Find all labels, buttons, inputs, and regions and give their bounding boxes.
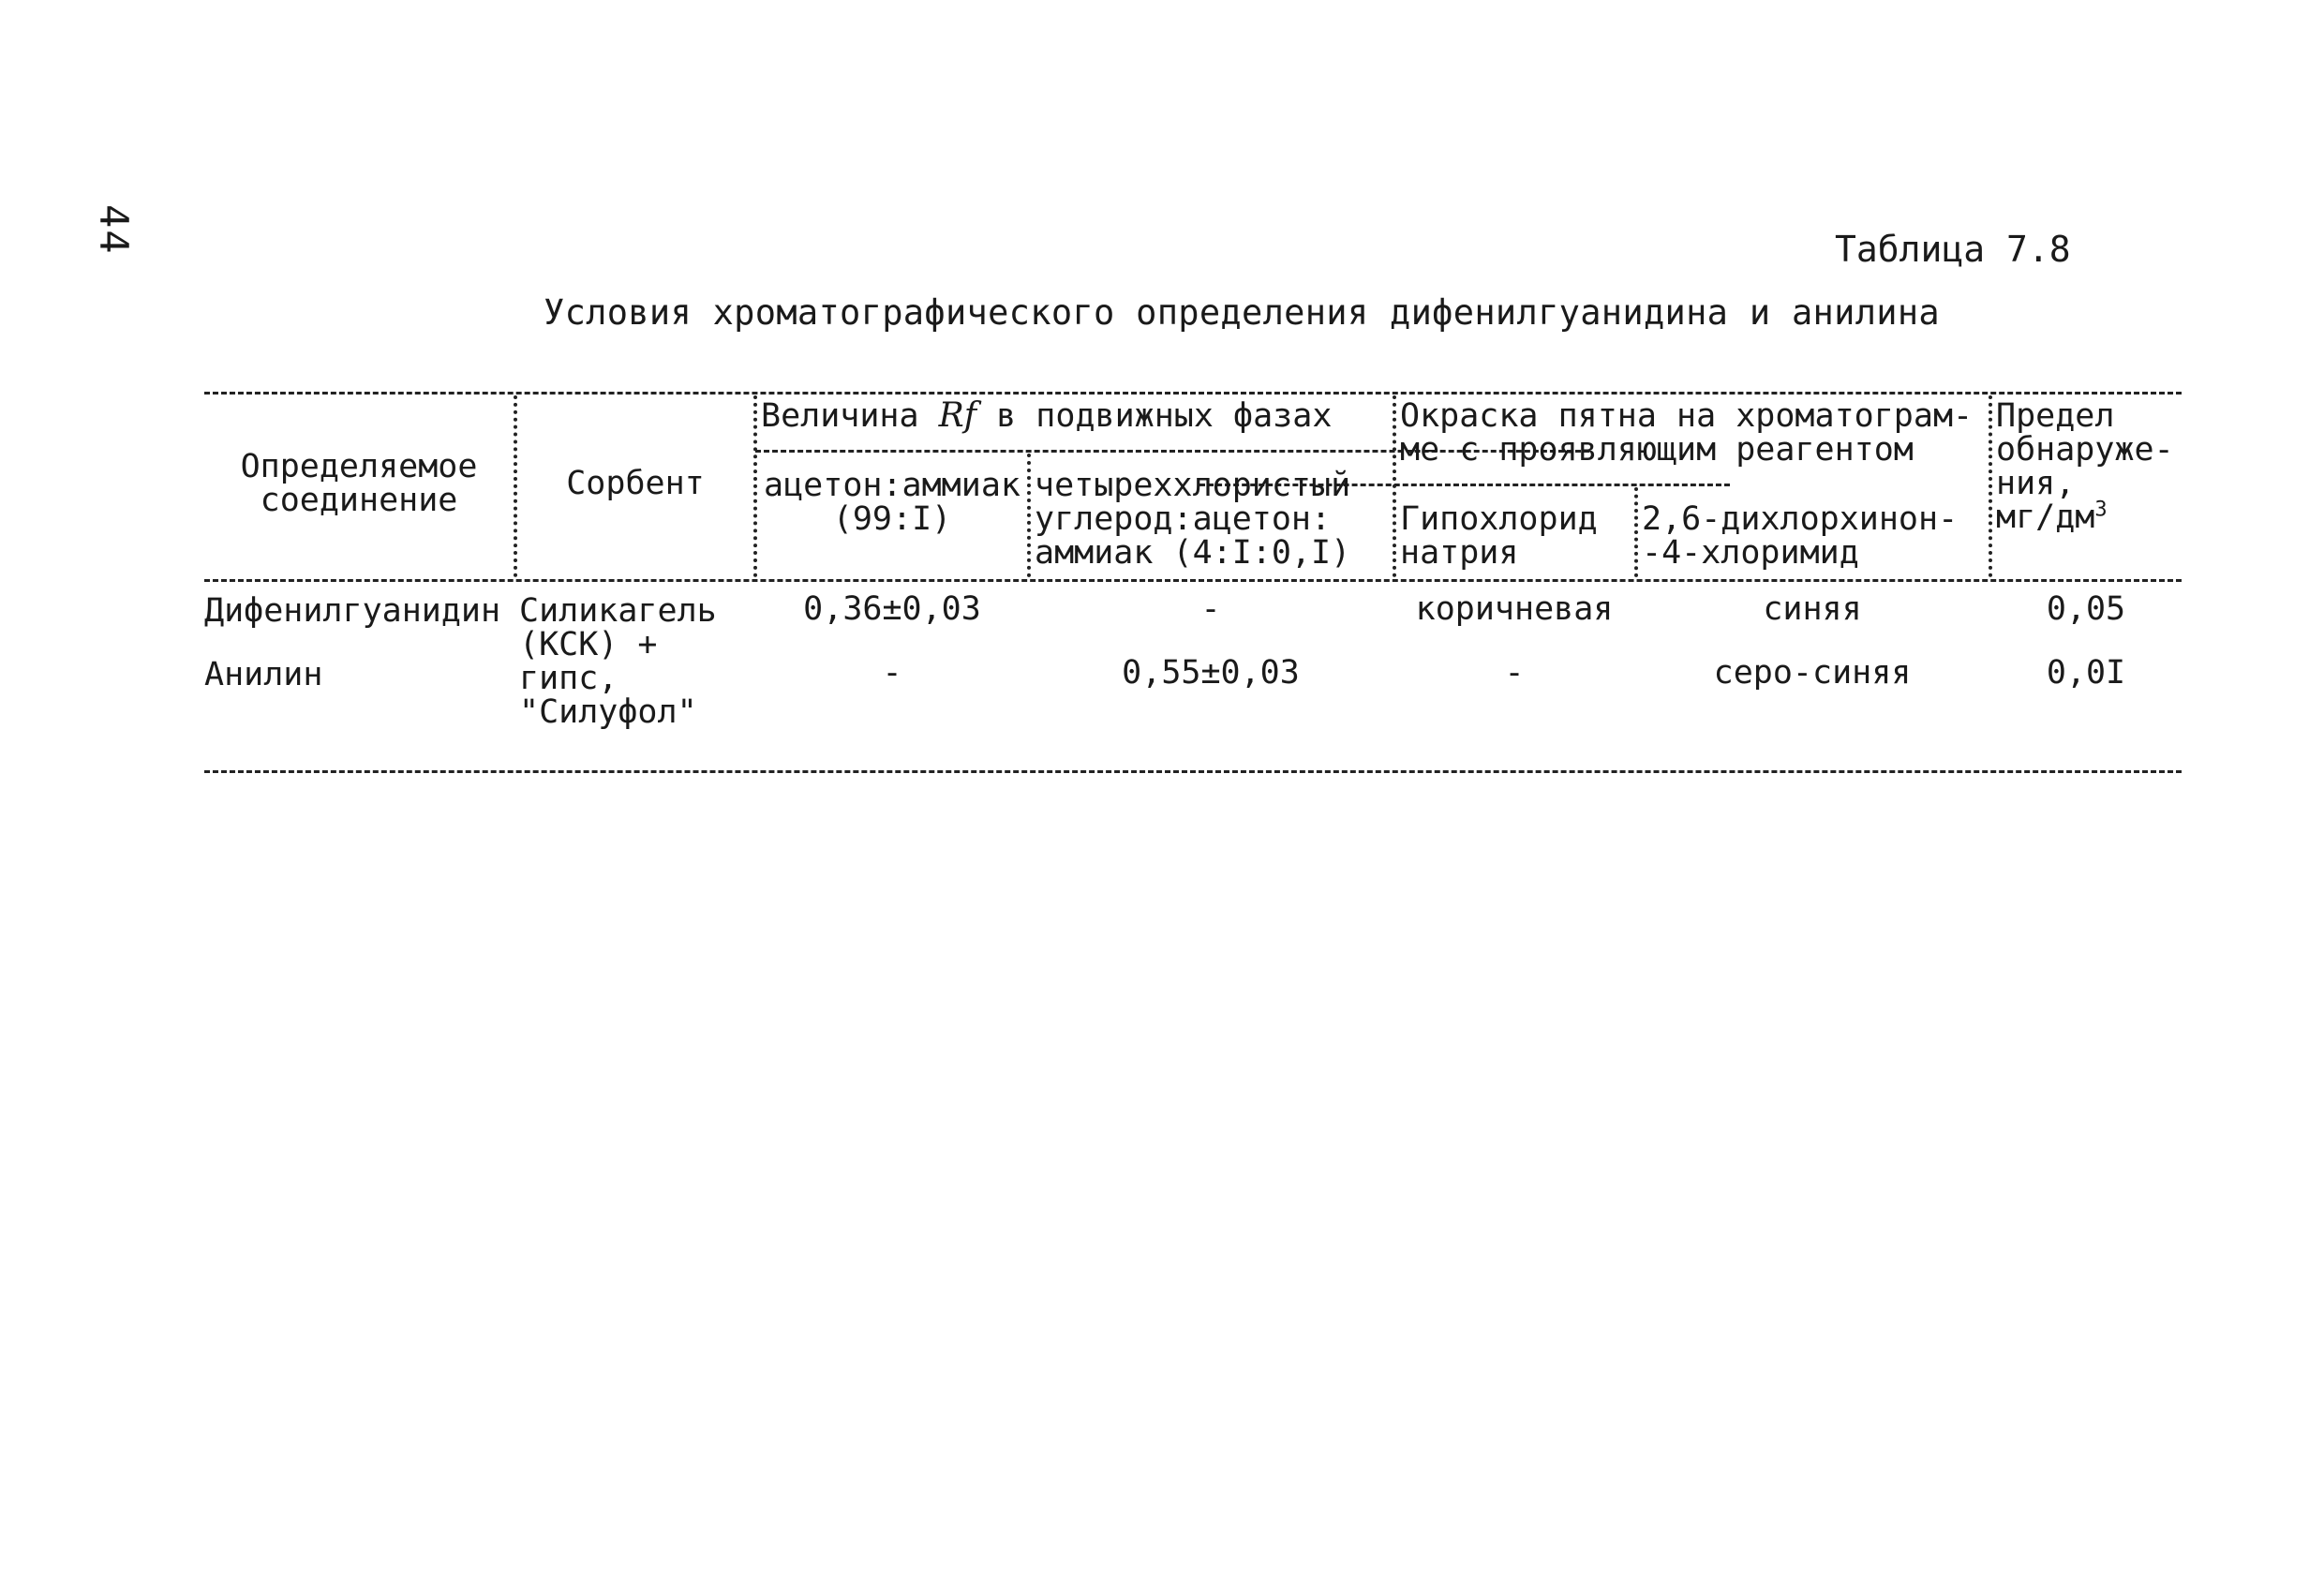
row1-limit: 0,05 [2046, 590, 2126, 628]
header-color-col2: 2,6-дихлорхинон- -4-хлоримид [1642, 500, 1959, 572]
column-separator [1027, 454, 1031, 577]
row1-color1: коричневая [1415, 590, 1614, 628]
header-rf-col1: ацетон:аммиак (99:I) [764, 467, 1020, 538]
table-top-rule [204, 392, 2182, 395]
page-number: 44 [91, 204, 137, 256]
row1-compound: Дифенилгуанидин [204, 592, 501, 630]
row-sorbent: Силикагель (КСК) + гипс, "Силуфол" [519, 592, 717, 731]
header-limit-sup: 3 [2094, 498, 2108, 522]
table-caption: Условия хроматографического определения дифенилгуанидина и анилина [544, 292, 1941, 333]
row2-rf1: - [882, 654, 902, 692]
header-color-group: Окраска пятна на хроматограм- ме с проявляющим реагентом [1400, 397, 1974, 469]
column-separator [1634, 487, 1638, 577]
rf-symbol: Rf [938, 396, 977, 435]
header-compound: Определяемое соединение [240, 448, 478, 519]
header-sorbent: Сорбент [566, 465, 705, 502]
row2-limit: 0,0I [2046, 654, 2126, 692]
row1-rf1: 0,36±0,03 [803, 590, 981, 628]
data-table [204, 392, 2182, 780]
row2-color2: серо-синяя [1713, 654, 1912, 692]
row2-rf2: 0,55±0,03 [1122, 654, 1300, 692]
column-separator [1393, 395, 1396, 577]
column-separator [1989, 395, 1992, 577]
table-label: Таблица 7.8 [1835, 229, 2071, 270]
row1-color2: синяя [1763, 590, 1862, 628]
table-bottom-rule [204, 770, 2182, 773]
header-limit [1996, 399, 2174, 534]
row2-compound: Анилин [204, 656, 323, 693]
row2-color1: - [1504, 654, 1525, 692]
rf-group-before: Величина [761, 397, 939, 435]
rf-group-after: в подвижных фазах [976, 397, 1333, 435]
header-bottom-rule [204, 579, 2182, 582]
header-limit-text: Предел обнаруже- ния, мг/дм [1996, 397, 2174, 536]
header-rf-col2: четыреххлористый углерод:ацетон: аммиак (4:I:0,I) [1035, 467, 1351, 572]
row1-rf2: - [1200, 590, 1221, 628]
header-rf-group [761, 396, 1333, 435]
header-color-col1: Гипохлорид натрия [1400, 500, 1598, 572]
